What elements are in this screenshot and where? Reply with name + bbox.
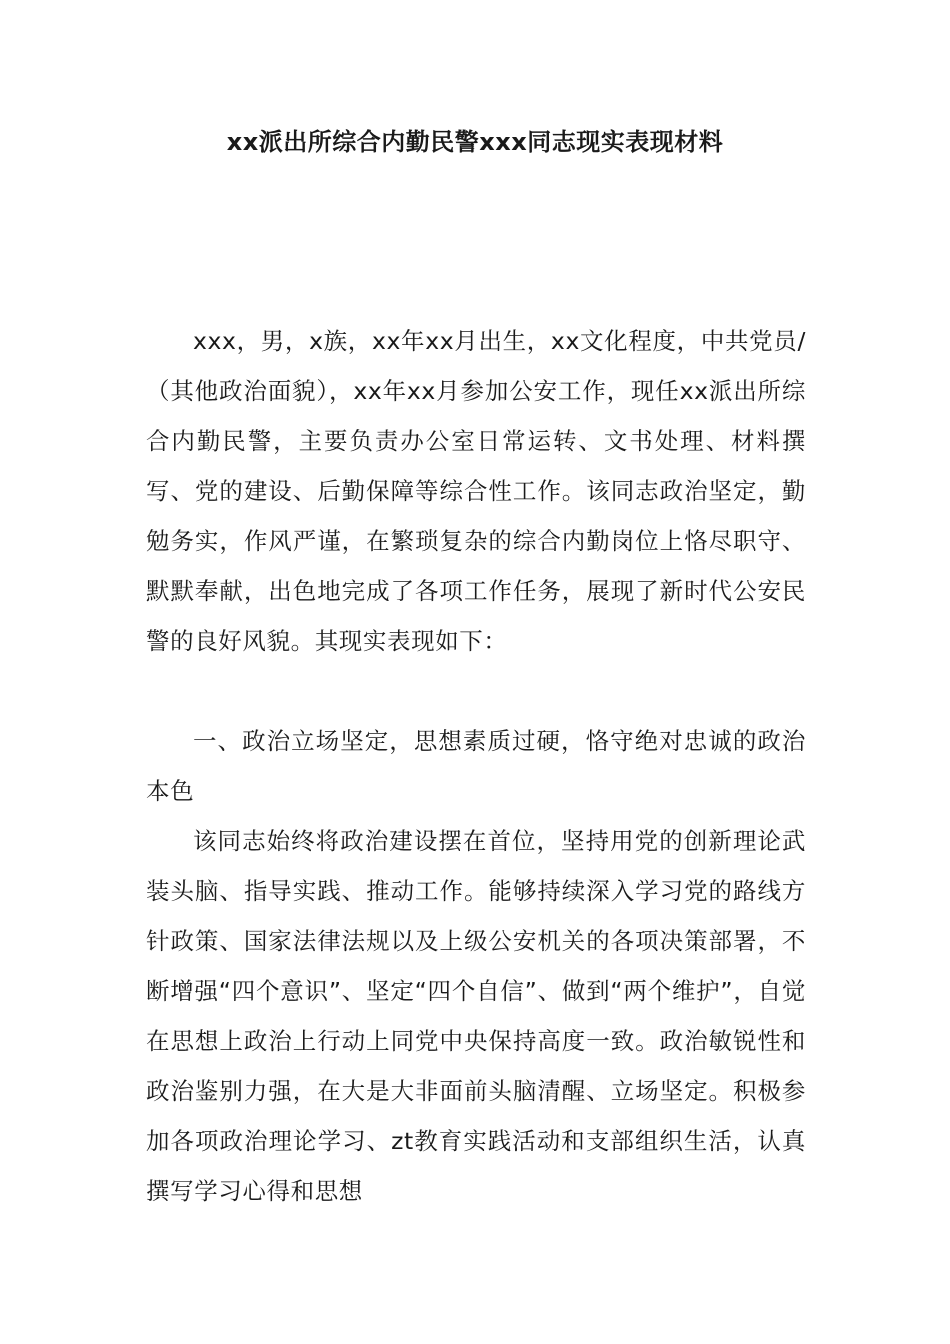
intro-paragraph: xxx，男，x族，xx年xx月出生，xx文化程度，中共党员/（其他政治面貌），xx年xx月参加公安工作，现任xx派出所综合内勤民警，主要负责办公室日常运转、文书处理、材料撰写、党的建设、后勤保障等综合性工作。该同志政治坚定，勤勉务实，作风严谨，在繁琐复杂的综合内勤岗位上恪尽职守、默默奉献，出色地完成了各项工作任务，展现了新时代公安民警的良好风貌。其现实表现如下： [146, 327, 806, 655]
section-heading: 一、政治立场坚定，思想素质过硬，恪守绝对忠诚的政治本色 [146, 727, 806, 805]
document-title: xx派出所综合内勤民警xxx同志现实表现材料 [226, 128, 724, 156]
section-paragraph: 该同志始终将政治建设摆在首位，坚持用党的创新理论武装头脑、指导实践、推动工作。能够持续深入学习党的路线方针政策、国家法律法规以及上级公安机关的各项决策部署，不断增强“四个意识”、坚定“四个自信”、做到“两个维护”，自觉在思想上政治上行动上同党中央保持高度一致。政治敏锐性和政治鉴别力强，在大是大非面前头脑清醒、立场坚定。积极参加各项政治理论学习、zt教育实践活动和支部组织生活，认真撰写学习心得和思想 [146, 827, 806, 1205]
